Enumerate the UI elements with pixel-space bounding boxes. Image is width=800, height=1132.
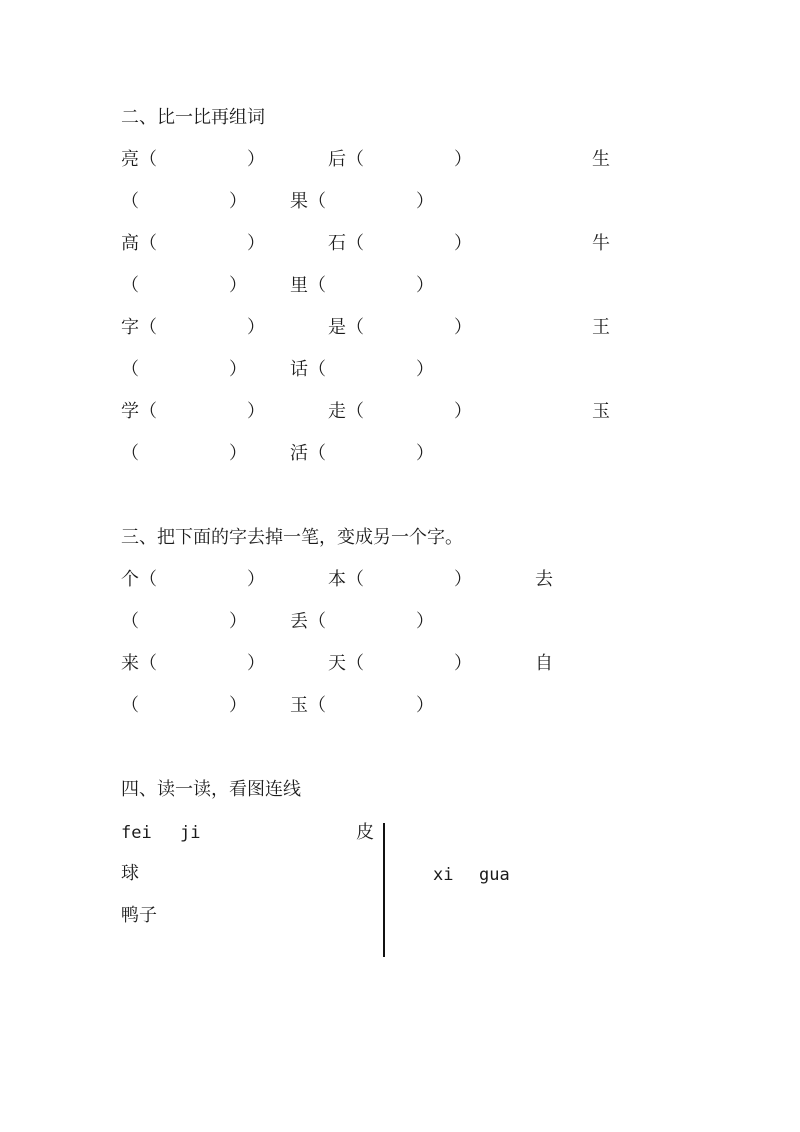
row-3-2-a: （ ）	[121, 611, 247, 632]
row-2-6-b: 话（ ）	[290, 359, 434, 380]
row-2-2-a: （ ）	[121, 191, 247, 212]
row-3-4-a: （ ）	[121, 695, 247, 716]
pinyin-ji: ji	[180, 823, 201, 843]
row-2-1-c: 生	[592, 149, 610, 170]
row-2-5-c: 王	[592, 317, 610, 338]
row-2-7-b: 走（ ）	[328, 401, 472, 422]
row-3-1-a: 个（ ）	[121, 569, 265, 590]
row-2-7-a: 学（ ）	[121, 401, 265, 422]
row-2-2-b: 果（ ）	[290, 191, 434, 212]
row-2-8-a: （ ）	[121, 443, 247, 464]
row-2-3-b: 石（ ）	[328, 233, 472, 254]
row-2-1-b: 后（ ）	[328, 149, 472, 170]
divider-line	[383, 823, 385, 957]
section-3-heading: 三、把下面的字去掉一笔，变成另一个字。	[121, 527, 463, 548]
row-3-3-b: 天（ ）	[328, 653, 472, 674]
row-2-6-a: （ ）	[121, 359, 247, 380]
row-2-1-a: 亮（ ）	[121, 149, 265, 170]
word-qiu: 球	[121, 863, 139, 884]
row-3-1-b: 本（ ）	[328, 569, 472, 590]
section-4-heading: 四、读一读，看图连线	[121, 779, 301, 800]
pinyin-gua: gua	[479, 865, 510, 885]
row-3-1-c: 去	[535, 569, 553, 590]
char-pi: 皮	[356, 822, 374, 843]
pinyin-xi: xi	[433, 865, 454, 885]
row-2-5-a: 字（ ）	[121, 317, 265, 338]
row-3-4-b: 玉（ ）	[290, 695, 434, 716]
row-2-5-b: 是（ ）	[328, 317, 472, 338]
row-2-4-b: 里（ ）	[290, 275, 434, 296]
word-yazi: 鸭子	[121, 905, 157, 926]
row-3-3-a: 来（ ）	[121, 653, 265, 674]
row-2-3-c: 牛	[592, 233, 610, 254]
row-2-3-a: 高（ ）	[121, 233, 265, 254]
row-2-8-b: 活（ ）	[290, 443, 434, 464]
row-3-2-b: 丢（ ）	[290, 611, 434, 632]
pinyin-fei: fei	[121, 823, 152, 843]
row-2-7-c: 玉	[592, 401, 610, 422]
section-2-heading: 二、比一比再组词	[121, 107, 265, 128]
row-2-4-a: （ ）	[121, 275, 247, 296]
row-3-3-c: 自	[535, 653, 553, 674]
